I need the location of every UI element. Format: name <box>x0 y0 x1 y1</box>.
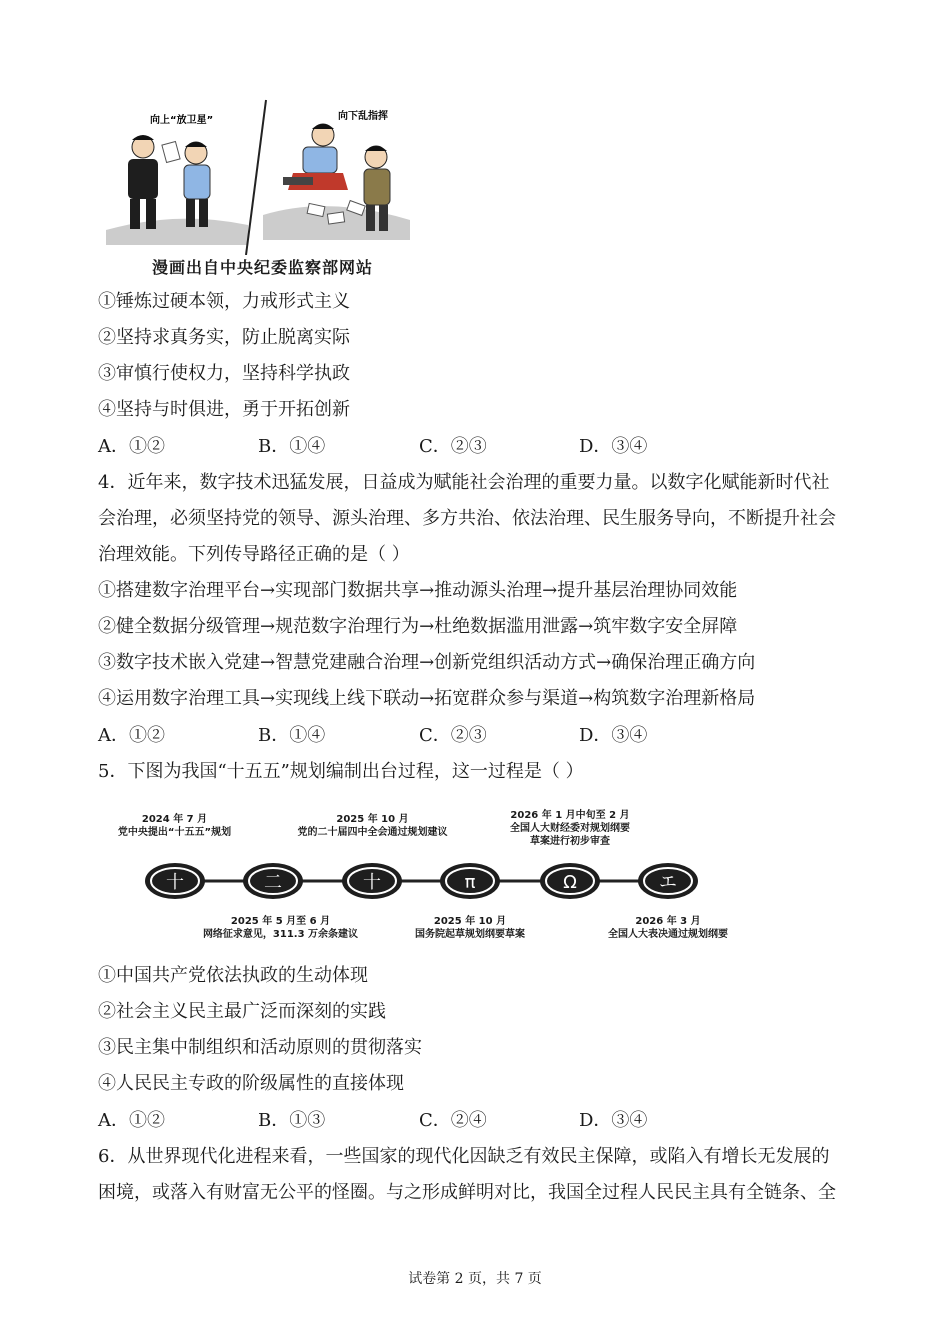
timeline-bottom-label-3: 2026 年 3 月 全国人大表决通过规划纲要 <box>608 916 728 940</box>
q4-item-2: ②健全数据分级管理→规范数字治理行为→杜绝数据滥用泄露→筑牢数字安全屏障 <box>98 616 738 637</box>
q5-item-1: ①中国共产党依法执政的生动体现 <box>98 965 368 986</box>
cartoon-bubble-right: 向下乱指挥 <box>338 111 388 122</box>
svg-text:十: 十 <box>363 872 381 893</box>
svg-text:エ: エ <box>659 872 677 893</box>
q3-option-c[interactable]: C．②③ <box>419 436 487 457</box>
timeline-top-label-1: 2024 年 7 月 党中央提出“十五五”规划 <box>117 814 232 838</box>
timeline-node-1 <box>145 863 205 899</box>
timeline-node-4 <box>440 863 500 899</box>
q5-item-3: ③民主集中制组织和活动原则的贯彻落实 <box>98 1037 422 1058</box>
q3-item-2: ②坚持求真务实，防止脱离实际 <box>98 327 350 348</box>
q3-item-4: ④坚持与时俱进，勇于开拓创新 <box>98 399 350 420</box>
timeline-node-3 <box>342 863 402 899</box>
q5-options <box>98 1109 798 1133</box>
q4-stem-line-3: 治理效能。下列传导路径正确的是（ ） <box>98 544 410 565</box>
q3-option-a[interactable]: A．①② <box>98 436 165 457</box>
q5-item-4: ④人民民主专政的阶级属性的直接体现 <box>98 1073 404 1094</box>
cartoon-bubble-left: 向上“放卫星” <box>150 115 214 126</box>
q5-stem: 5．下图为我国“十五五”规划编制出台过程，这一过程是（ ） <box>98 761 584 782</box>
cartoon-illustration <box>98 95 418 280</box>
timeline-node-2 <box>243 863 303 899</box>
q5-timeline <box>100 800 740 950</box>
svg-text:π: π <box>464 872 476 893</box>
q4-option-c[interactable]: C．②③ <box>419 725 487 746</box>
q3-options <box>98 435 798 459</box>
timeline-bottom-label-2: 2025 年 10 月 国务院起草规划纲要草案 <box>415 916 525 940</box>
timeline-top-label-2: 2025 年 10 月 党的二十届四中全会通过规划建议 <box>297 814 448 838</box>
q5-item-2: ②社会主义民主最广泛而深刻的实践 <box>98 1001 386 1022</box>
q5-option-d[interactable]: D．③④ <box>579 1110 648 1131</box>
q6-stem-line-2: 困境，或落入有财富无公平的怪圈。与之形成鲜明对比，我国全过程人民民主具有全链条、全 <box>98 1182 836 1203</box>
q5-option-b[interactable]: B．①③ <box>258 1110 326 1131</box>
page-footer: 试卷第 2 页，共 7 页 <box>408 1271 542 1287</box>
timeline-bottom-label-1: 2025 年 5 月至 6 月 网络征求意见，311.3 万余条建议 <box>202 916 359 940</box>
timeline-node-6 <box>638 863 698 899</box>
svg-text:二: 二 <box>264 872 282 893</box>
q4-option-d[interactable]: D．③④ <box>579 725 648 746</box>
q5-option-a[interactable]: A．①② <box>98 1110 165 1131</box>
q4-option-a[interactable]: A．①② <box>98 725 165 746</box>
q4-item-4: ④运用数字治理工具→实现线上线下联动→拓宽群众参与渠道→构筑数字治理新格局 <box>98 688 756 709</box>
cartoon-caption: 漫画出自中央纪委监察部网站 <box>152 258 374 277</box>
q3-item-1: ①锤炼过硬本领，力戒形式主义 <box>98 291 350 312</box>
svg-text:十: 十 <box>166 872 184 893</box>
svg-text:Ω: Ω <box>563 872 577 893</box>
q4-item-3: ③数字技术嵌入党建→智慧党建融合治理→创新党组织活动方式→确保治理正确方向 <box>98 652 756 673</box>
q3-option-b[interactable]: B．①④ <box>258 436 326 457</box>
q3-item-3: ③审慎行使权力，坚持科学执政 <box>98 363 350 384</box>
timeline-top-label-3: 2026 年 1 月中旬至 2 月 全国人大财经委对规划纲要 草案进行初步审查 <box>510 810 630 847</box>
q6-stem-line-1: 6．从世界现代化进程来看，一些国家的现代化因缺乏有效民主保障，或陷入有增长无发展的 <box>98 1146 830 1167</box>
q4-options <box>98 724 798 748</box>
q4-stem-line-1: 4．近年来，数字技术迅猛发展，日益成为赋能社会治理的重要力量。以数字化赋能新时代社 <box>98 472 830 493</box>
q4-item-1: ①搭建数字治理平台→实现部门数据共享→推动源头治理→提升基层治理协同效能 <box>98 580 738 601</box>
q4-stem-line-2: 会治理，必须坚持党的领导、源头治理、多方共治、依法治理、民生服务导向，不断提升社会 <box>98 508 836 529</box>
q4-option-b[interactable]: B．①④ <box>258 725 326 746</box>
q3-option-d[interactable]: D．③④ <box>579 436 648 457</box>
q5-option-c[interactable]: C．②④ <box>419 1110 487 1131</box>
timeline-node-5 <box>540 863 600 899</box>
